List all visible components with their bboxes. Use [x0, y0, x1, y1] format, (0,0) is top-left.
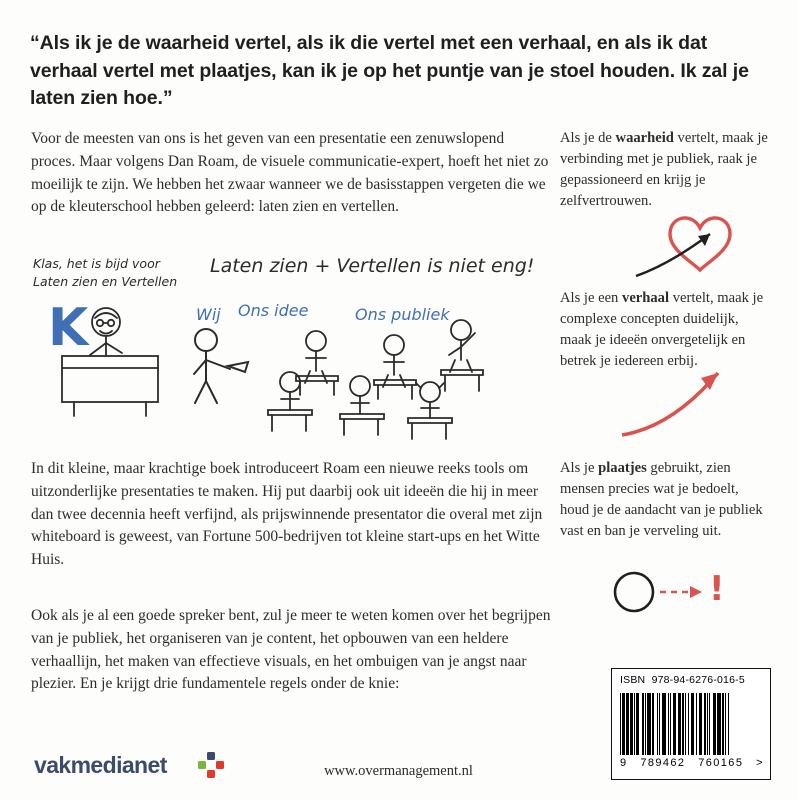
teacher-smile — [100, 331, 112, 334]
pictures-pre: Als je — [560, 460, 599, 476]
circle-shape-icon — [615, 573, 653, 611]
label-wij: Wij — [196, 305, 221, 324]
teacher-head — [92, 308, 120, 336]
sidebar-paragraph-story — [560, 288, 768, 373]
arrow-head-heart — [698, 234, 710, 246]
student-body-6 — [421, 402, 439, 418]
presenter-legs — [195, 381, 217, 403]
barcode-digits — [620, 757, 764, 769]
arrow-to-heart — [636, 234, 710, 276]
label-ons-publiek: Ons publiek — [355, 305, 450, 324]
barcode-bars — [620, 693, 764, 755]
presenter-head — [195, 329, 217, 351]
student-head-5 — [350, 376, 370, 396]
growth-arrow-head — [701, 373, 718, 390]
pictures-post: gebruikt, zien mensen precies wat je bedoelt, houd je de aandacht van je publiek vast en ban je verveling uit. — [560, 460, 763, 540]
teacher-arm-right — [106, 343, 122, 353]
growth-arrow — [622, 373, 718, 435]
teacher-desk — [62, 356, 158, 402]
story-keyword: verhaal — [622, 290, 670, 306]
publisher-logo-text: vakmedianet — [34, 752, 167, 778]
label-ons-idee: Ons idee — [238, 301, 309, 320]
sidebar-paragraph-truth — [560, 128, 768, 213]
body-paragraph-3: Ook als je al een goede spreker bent, zul je meer te weten komen over het begrijpen van je publiek, het organiseren van je content, het opbouwen van een heldere verhaallijn, het maken van effectieve visuals, en het ombuigen van je angst naar plezier. En je krijgt drie fundamentele regels onder de knie: — [31, 607, 551, 693]
isbn-barcode-block — [611, 668, 771, 780]
student-desk-3 — [441, 370, 483, 391]
student-body-2 — [383, 355, 405, 387]
story-pre: Als je een — [560, 290, 623, 306]
body-paragraph-2: In dit kleine, maar krachtige boek introduceert Roam een nieuwe reeks tools om uitzonderlijke presentaties te maken. Hij put daarbij ook uit ideeën die hij in meer dan twee decennia heeft verfijnd, als prijswinnende presentator die overal met zijn whiteboard is geweest, van Fortune 500-bedrijven tot kleine start-ups en het Witte Huis. — [31, 460, 543, 569]
website-url: www.overmanagement.nl — [324, 763, 473, 779]
student-body-1 — [305, 351, 327, 383]
desk-legs — [74, 402, 146, 416]
truth-post: vertelt, maak je verbinding met je publiek, raak je gepassioneerd en krijg je zelfvertrouwen. — [560, 130, 768, 210]
student-head-6 — [420, 382, 440, 402]
heart-icon — [670, 218, 730, 270]
barcode-digit-group-2: 760165 — [698, 757, 744, 769]
blackboard-text-line2: Laten zien en Vertellen — [33, 274, 178, 289]
student-desk-4 — [268, 410, 312, 431]
sidebar-paragraph-pictures — [560, 458, 768, 543]
student-desk-2 — [374, 380, 416, 399]
story-post: vertelt, maak je complexe concepten duidelijk, maak je ideeën onvergetelijk en betrek je iedereen erbij. — [560, 290, 764, 370]
student-pigtails-6 — [416, 383, 444, 388]
teacher-arm-left — [90, 343, 106, 355]
teacher-hair — [95, 313, 117, 318]
presenter-arm-pointing — [206, 360, 230, 369]
presenter-idea-paper — [228, 362, 248, 372]
truth-pre: Als je de — [560, 130, 616, 146]
presenter-arm-other — [194, 360, 206, 374]
student-body-5 — [351, 396, 369, 414]
student-head-3 — [451, 320, 471, 340]
teacher-glasses-right — [108, 320, 114, 326]
barcode-digit-right: > — [756, 757, 764, 769]
pictures-keyword: plaatjes — [598, 460, 647, 476]
isbn-label-and-number — [620, 674, 745, 686]
student-desk-6 — [408, 418, 452, 439]
barcode-digit-group-1: 789462 — [640, 757, 686, 769]
barcode-digit-left: 9 — [620, 757, 628, 769]
body-paragraph-1: Voor de meesten van ons is het geven van een presentatie een zenuwslopend proces. Maar volgens Dan Roam, de visuele communicatie-expert, hoeft het niet zo moeilijk te zijn. We hebben het zwaar wanneer we de basisstappen vergeten die we op de kleuterschool hebben geleerd: laten zien en vertellen. — [31, 130, 549, 216]
student-body-4 — [281, 392, 299, 410]
dashed-arrow-head — [690, 586, 702, 598]
truth-keyword: waarheid — [615, 130, 674, 146]
student-desk-5 — [340, 414, 384, 435]
headline-quote: “Als ik je de waarheid vertel, als ik die vertel met een verhaal, en als ik dat verhaal vertel met plaatjes, kan ik je op het puntje van je stoel houden. Ik zal je laten zien hoe.” — [30, 32, 749, 110]
isbn-number: 978-94-6276-016-5 — [651, 674, 745, 686]
student-head-1 — [306, 331, 326, 351]
student-body-3 — [449, 333, 475, 372]
exclamation-icon: ! — [709, 569, 725, 609]
blackboard-text-line1: Klas, het is bijd voor — [33, 256, 160, 271]
teacher-glasses-left — [97, 320, 103, 326]
student-head-2 — [384, 335, 404, 355]
student-desk-1 — [296, 376, 338, 395]
blackboard-letter-k: K — [48, 298, 89, 358]
handwritten-headline: Laten zien + Vertellen is niet eng! — [210, 255, 535, 277]
isbn-label: ISBN — [620, 674, 646, 686]
student-head-4 — [280, 372, 300, 392]
